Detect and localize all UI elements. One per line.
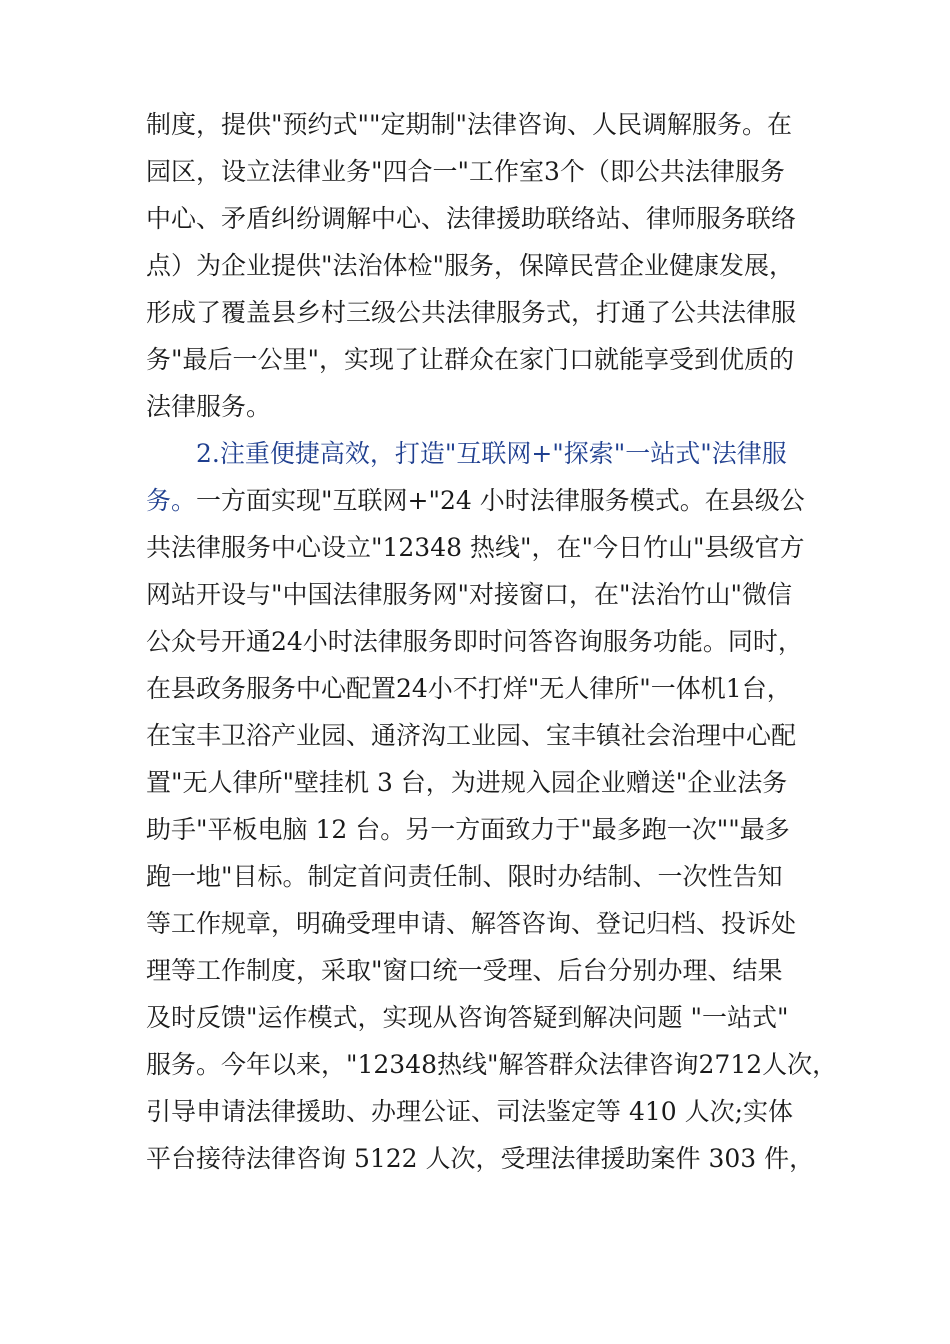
text-span: 一方面实现"互联网+"24 小时法律服务模式。在县级公 — [196, 486, 805, 515]
text-line: 在宝丰卫浴产业园、通济沟工业园、宝丰镇社会治理中心配 — [146, 721, 797, 750]
paragraph-2 — [146, 430, 838, 1182]
text-line: 务"最后一公里"，实现了让群众在家门口就能享受到优质的 — [146, 345, 795, 374]
text-line: 公众号开通24小时法律服务即时问答咨询服务功能。同时， — [146, 627, 803, 656]
text-line — [146, 477, 816, 524]
text-line: 跑一地"目标。制定首问责任制、限时办结制、一次性告知 — [146, 862, 783, 891]
text-line: 网站开设与"中国法律服务网"对接窗口，在"法治竹山"微信 — [146, 580, 792, 609]
text-line: 服务。今年以来，"12348热线"解答群众法律咨询2712人次， — [146, 1050, 838, 1079]
text-line: 形成了覆盖县乡村三级公共法律服务式，打通了公共法律服 — [146, 298, 797, 327]
text-line: 平台接待法律咨询 5122 人次，受理法律援助案件 303 件， — [146, 1144, 815, 1173]
section-heading-end: 务。 — [146, 486, 197, 515]
paragraph-1 — [146, 101, 816, 430]
text-line: 中心、矛盾纠纷调解中心、法律援助联络站、律师服务联络 — [146, 204, 797, 233]
text-line: 置"无人律所"壁挂机 3 台，为进规入园企业赠送"企业法务 — [146, 768, 788, 797]
text-line: 引导申请法律援助、办理公证、司法鉴定等 410 人次;实体 — [146, 1097, 794, 1126]
text-line: 共法律服务中心设立"12348 热线"，在"今日竹山"县级官方 — [146, 533, 805, 562]
text-line: 理等工作制度，采取"窗口统一受理、后台分别办理、结果 — [146, 956, 783, 985]
text-line: 法律服务。 — [146, 392, 272, 421]
text-line: 园区，设立法律业务"四合一"工作室3个（即公共法律服务 — [146, 157, 785, 186]
text-line: 助手"平板电脑 12 台。另一方面致力于"最多跑一次""最多 — [146, 815, 790, 844]
document-body — [146, 101, 838, 1182]
section-heading-line — [146, 430, 816, 477]
text-line: 点）为企业提供"法治体检"服务，保障民营企业健康发展， — [146, 251, 795, 280]
section-heading: 2.注重便捷高效，打造"互联网+"探索"一站式"法律服 — [196, 439, 787, 468]
text-line: 制度，提供"预约式""定期制"法律咨询、人民调解服务。在 — [146, 110, 792, 139]
text-line: 及时反馈"运作模式，实现从咨询答疑到解决问题 "一站式" — [146, 1003, 789, 1032]
text-line: 等工作规章，明确受理申请、解答咨询、登记归档、投诉处 — [146, 909, 797, 938]
text-line: 在县政务服务中心配置24小不打烊"无人律所"一体机1台， — [146, 674, 792, 703]
